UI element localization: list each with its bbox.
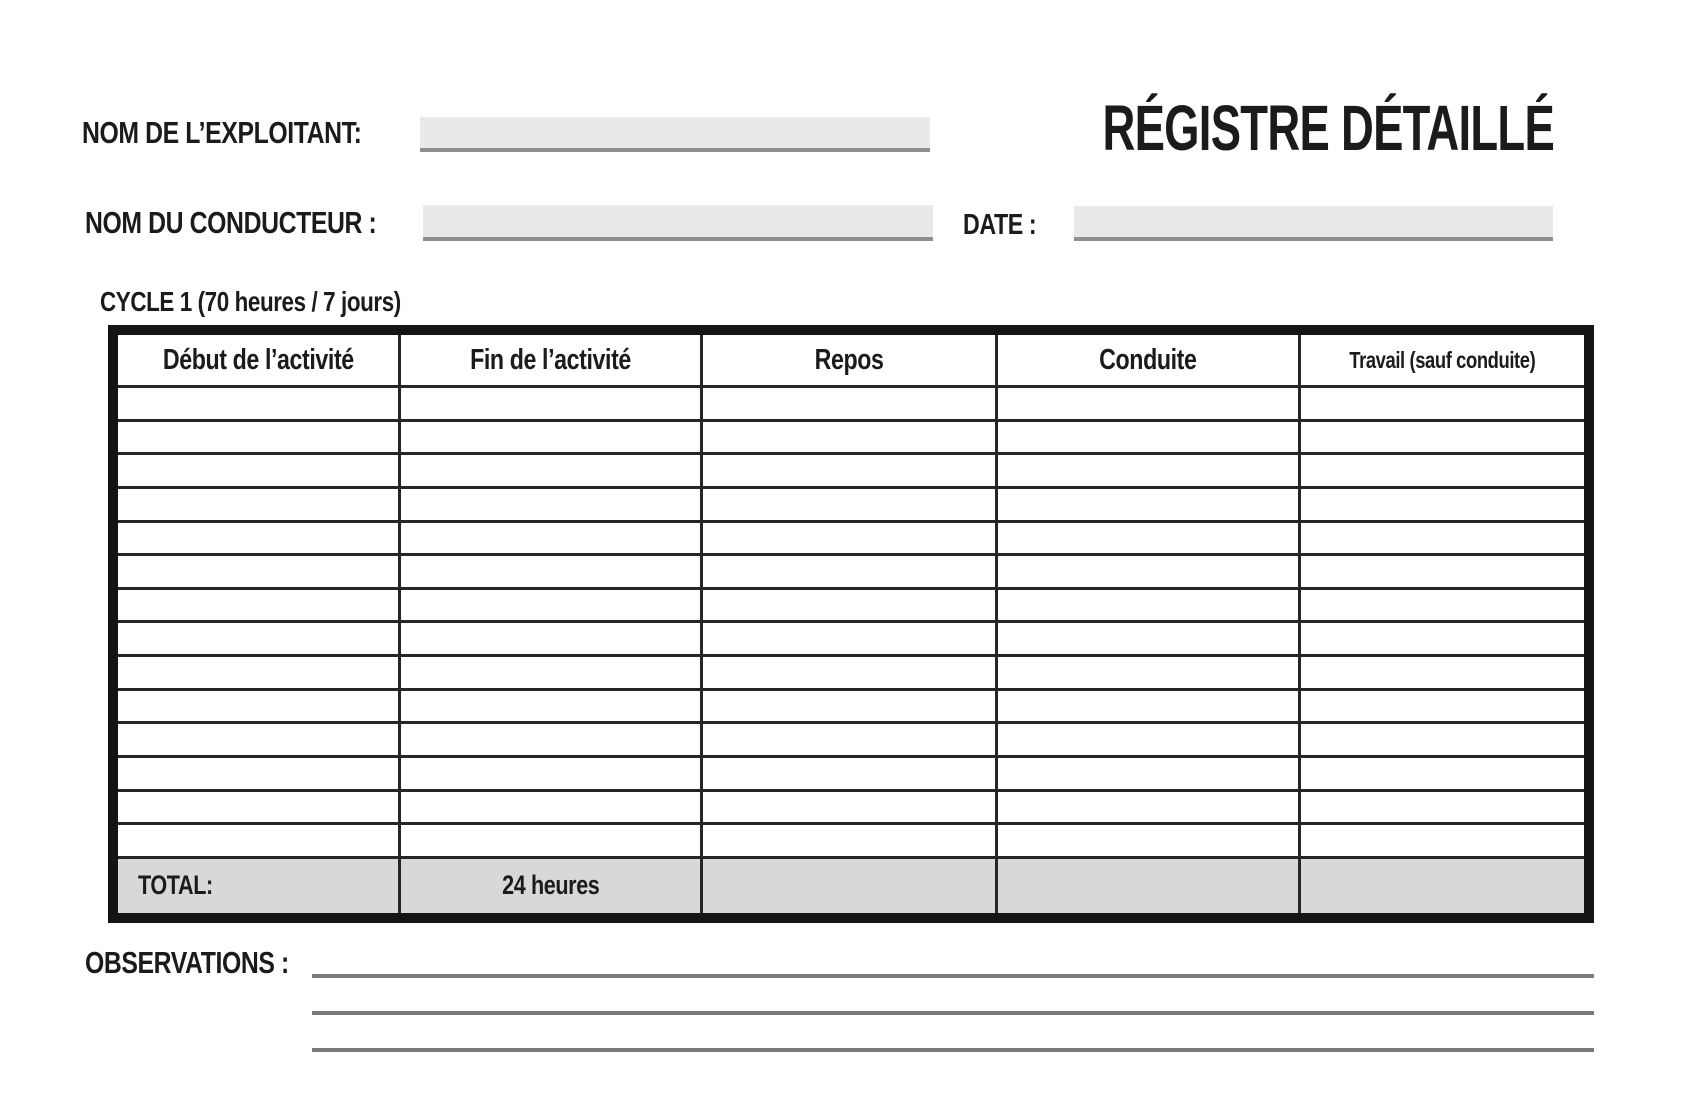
table-row	[118, 590, 1584, 624]
cell-repos[interactable]	[703, 691, 998, 722]
cell-fin-activite[interactable]	[401, 792, 703, 823]
cell-conduite[interactable]	[998, 489, 1301, 520]
driver-name-label	[85, 206, 449, 240]
total-empty-cell-travail-sauf-conduite	[1301, 859, 1584, 913]
driver-name-label-text: NOM DU CONDUCTEUR :	[85, 205, 377, 240]
column-header-text-debut-activite: Début de l’activité	[162, 343, 354, 376]
table-row	[118, 691, 1584, 725]
total-value-cell	[401, 859, 703, 913]
cell-conduite[interactable]	[998, 455, 1301, 486]
cycle-heading	[100, 286, 476, 318]
observations-line[interactable]	[312, 1011, 1594, 1015]
cell-debut-activite[interactable]	[118, 556, 401, 587]
cell-repos[interactable]	[703, 792, 998, 823]
cell-fin-activite[interactable]	[401, 455, 703, 486]
cell-debut-activite[interactable]	[118, 623, 401, 654]
operator-name-label-text: NOM DE L’EXPLOITANT:	[82, 115, 362, 150]
cell-repos[interactable]	[703, 388, 998, 419]
cell-repos[interactable]	[703, 724, 998, 755]
table-row	[118, 523, 1584, 557]
cell-fin-activite[interactable]	[401, 691, 703, 722]
table-total-row	[118, 859, 1584, 913]
cell-fin-activite[interactable]	[401, 422, 703, 453]
cell-conduite[interactable]	[998, 388, 1301, 419]
cell-travail-sauf-conduite[interactable]	[1301, 724, 1584, 755]
cell-travail-sauf-conduite[interactable]	[1301, 523, 1584, 554]
table-header-row	[118, 335, 1584, 388]
cell-conduite[interactable]	[998, 691, 1301, 722]
cell-repos[interactable]	[703, 455, 998, 486]
cell-repos[interactable]	[703, 489, 998, 520]
total-empty-cell-conduite	[998, 859, 1301, 913]
table-row	[118, 792, 1584, 826]
cell-conduite[interactable]	[998, 623, 1301, 654]
cell-conduite[interactable]	[998, 590, 1301, 621]
cell-debut-activite[interactable]	[118, 657, 401, 688]
cell-fin-activite[interactable]	[401, 489, 703, 520]
driver-name-input[interactable]	[423, 205, 933, 241]
total-empty-cell-repos	[703, 859, 998, 913]
form-title-text: RÉGISTRE DÉTAILLÉ	[1102, 92, 1554, 164]
cell-conduite[interactable]	[998, 758, 1301, 789]
date-input[interactable]	[1074, 206, 1553, 241]
cell-fin-activite[interactable]	[401, 825, 703, 856]
operator-name-input[interactable]	[420, 117, 930, 152]
cell-fin-activite[interactable]	[401, 724, 703, 755]
cell-fin-activite[interactable]	[401, 590, 703, 621]
cell-travail-sauf-conduite[interactable]	[1301, 590, 1584, 621]
date-label	[963, 210, 1055, 242]
table-row	[118, 489, 1584, 523]
cell-debut-activite[interactable]	[118, 691, 401, 722]
cell-debut-activite[interactable]	[118, 792, 401, 823]
column-header-debut-activite	[118, 335, 401, 385]
cell-conduite[interactable]	[998, 657, 1301, 688]
cell-travail-sauf-conduite[interactable]	[1301, 623, 1584, 654]
column-header-text-fin-activite: Fin de l’activité	[470, 343, 631, 376]
cell-travail-sauf-conduite[interactable]	[1301, 691, 1584, 722]
cell-fin-activite[interactable]	[401, 657, 703, 688]
form-title	[918, 92, 1554, 164]
observations-line[interactable]	[312, 1048, 1594, 1052]
cell-repos[interactable]	[703, 523, 998, 554]
cell-travail-sauf-conduite[interactable]	[1301, 825, 1584, 856]
cell-debut-activite[interactable]	[118, 825, 401, 856]
cell-repos[interactable]	[703, 758, 998, 789]
observations-label-text: OBSERVATIONS :	[85, 945, 289, 980]
cell-conduite[interactable]	[998, 556, 1301, 587]
cell-fin-activite[interactable]	[401, 758, 703, 789]
cycle-heading-text: CYCLE 1 (70 heures / 7 jours)	[100, 286, 401, 317]
column-header-fin-activite	[401, 335, 703, 385]
cell-debut-activite[interactable]	[118, 422, 401, 453]
table-body	[118, 388, 1584, 859]
cell-repos[interactable]	[703, 657, 998, 688]
cell-conduite[interactable]	[998, 724, 1301, 755]
observations-label	[85, 946, 340, 980]
activity-log-table	[108, 325, 1594, 923]
cell-conduite[interactable]	[998, 523, 1301, 554]
cell-debut-activite[interactable]	[118, 455, 401, 486]
cell-conduite[interactable]	[998, 825, 1301, 856]
date-label-text: DATE :	[963, 209, 1037, 241]
table-row	[118, 825, 1584, 859]
cell-conduite[interactable]	[998, 792, 1301, 823]
cell-debut-activite[interactable]	[118, 758, 401, 789]
cell-debut-activite[interactable]	[118, 388, 401, 419]
table-row	[118, 724, 1584, 758]
table-row	[118, 422, 1584, 456]
cell-travail-sauf-conduite[interactable]	[1301, 657, 1584, 688]
cell-travail-sauf-conduite[interactable]	[1301, 422, 1584, 453]
cell-debut-activite[interactable]	[118, 590, 401, 621]
column-header-text-travail-sauf-conduite: Travail (sauf conduite)	[1349, 346, 1536, 373]
cell-conduite[interactable]	[998, 422, 1301, 453]
table-row	[118, 623, 1584, 657]
column-header-text-conduite: Conduite	[1099, 343, 1197, 376]
observations-line[interactable]	[312, 974, 1594, 978]
table-row	[118, 657, 1584, 691]
table-row	[118, 455, 1584, 489]
cell-fin-activite[interactable]	[401, 523, 703, 554]
cell-debut-activite[interactable]	[118, 523, 401, 554]
operator-name-label	[82, 116, 431, 150]
column-header-text-repos: Repos	[814, 343, 884, 376]
cell-debut-activite[interactable]	[118, 724, 401, 755]
column-header-travail-sauf-conduite	[1301, 335, 1584, 385]
cell-repos[interactable]	[703, 590, 998, 621]
cell-repos[interactable]	[703, 825, 998, 856]
column-header-conduite	[998, 335, 1301, 385]
cell-fin-activite[interactable]	[401, 556, 703, 587]
cell-repos[interactable]	[703, 623, 998, 654]
cell-travail-sauf-conduite[interactable]	[1301, 556, 1584, 587]
cell-travail-sauf-conduite[interactable]	[1301, 489, 1584, 520]
cell-travail-sauf-conduite[interactable]	[1301, 758, 1584, 789]
cell-travail-sauf-conduite[interactable]	[1301, 388, 1584, 419]
cell-travail-sauf-conduite[interactable]	[1301, 792, 1584, 823]
total-label-text: TOTAL:	[138, 870, 213, 901]
cell-repos[interactable]	[703, 422, 998, 453]
column-header-repos	[703, 335, 998, 385]
cell-repos[interactable]	[703, 556, 998, 587]
table-row	[118, 388, 1584, 422]
cell-fin-activite[interactable]	[401, 623, 703, 654]
table-row	[118, 758, 1584, 792]
cell-fin-activite[interactable]	[401, 388, 703, 419]
total-value-text: 24 heures	[501, 870, 600, 901]
table-row	[118, 556, 1584, 590]
cell-travail-sauf-conduite[interactable]	[1301, 455, 1584, 486]
cell-debut-activite[interactable]	[118, 489, 401, 520]
total-label-cell	[118, 859, 401, 913]
